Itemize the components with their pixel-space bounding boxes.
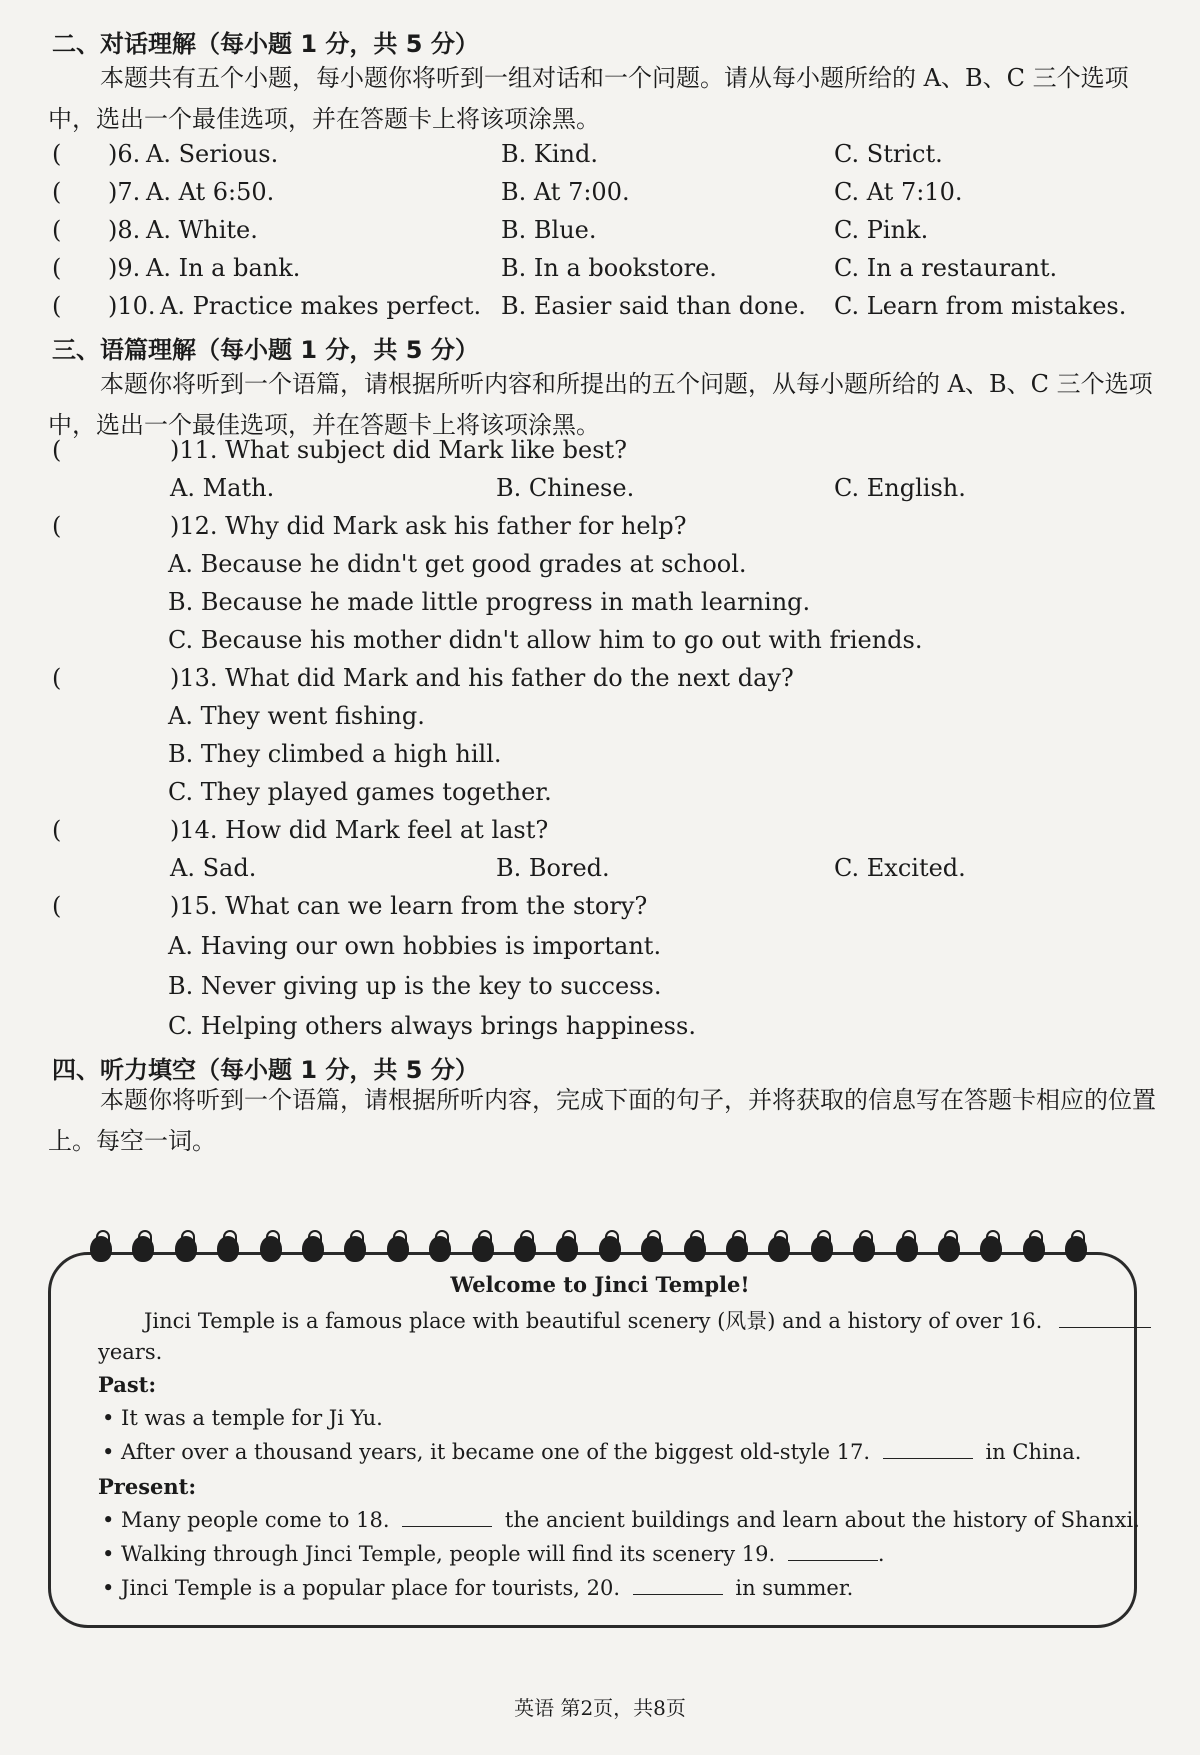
- present-item-2-end: .: [877, 1542, 885, 1566]
- ring-icon: [260, 1236, 282, 1262]
- section4-instruction: 本题你将听到一个语篇，请根据所听内容，完成下面的句子，并将获取的信息写在答题卡相应的位置上。每空一词。: [48, 1086, 1156, 1155]
- question-stem: )15. What can we learn from the story?: [170, 892, 648, 920]
- answer-bracket[interactable]: (: [52, 512, 62, 540]
- option-a: A. Practice makes perfect.: [160, 292, 482, 320]
- question-14-options: [170, 854, 1070, 890]
- option-b: B. Bored.: [496, 854, 610, 882]
- option-a: A. Because he didn't get good grades at school.: [168, 550, 747, 578]
- blank-20[interactable]: [633, 1578, 723, 1595]
- ring-icon: [472, 1236, 494, 1262]
- option-b: B. Blue.: [501, 216, 597, 244]
- ring-icon: [217, 1236, 239, 1262]
- question-number: )7.: [108, 178, 141, 206]
- ring-icon: [1065, 1236, 1087, 1262]
- ring-icon: [768, 1236, 790, 1262]
- ring-icon: [684, 1236, 706, 1262]
- question-number: )6.: [108, 140, 141, 168]
- section2-title: 二、对话理解（每小题 1 分，共 5 分）: [52, 30, 479, 58]
- present-label: Present:: [98, 1474, 197, 1499]
- present-item-3-text: • Jinci Temple is a popular place for tourists, 20.: [102, 1576, 620, 1600]
- answer-bracket[interactable]: (: [52, 140, 62, 168]
- ring-icon: [726, 1236, 748, 1262]
- blank-17[interactable]: [883, 1442, 973, 1459]
- ring-icon: [599, 1236, 621, 1262]
- answer-bracket[interactable]: (: [52, 254, 62, 282]
- option-c: C. They played games together.: [168, 778, 552, 806]
- option-b: B. Kind.: [501, 140, 598, 168]
- question-stem: )11. What subject did Mark like best?: [170, 436, 628, 464]
- option-a: A. Having our own hobbies is important.: [168, 932, 662, 960]
- intro-line: [144, 1305, 1151, 1335]
- answer-bracket[interactable]: (: [52, 436, 62, 464]
- answer-bracket[interactable]: (: [52, 292, 62, 320]
- option-a: A. At 6:50.: [146, 178, 275, 206]
- ring-icon: [175, 1236, 197, 1262]
- ring-icon: [514, 1236, 536, 1262]
- ring-icon: [387, 1236, 409, 1262]
- option-c: C. Learn from mistakes.: [834, 292, 1127, 320]
- section4-title: 四、听力填空（每小题 1 分，共 5 分）: [52, 1056, 479, 1084]
- option-b: B. At 7:00.: [501, 178, 630, 206]
- question-number: )10.: [108, 292, 156, 320]
- question-10: [52, 292, 1162, 328]
- present-item-3-end: in summer.: [735, 1576, 854, 1600]
- answer-bracket[interactable]: (: [52, 178, 62, 206]
- question-stem: )12. Why did Mark ask his father for help?: [170, 512, 687, 540]
- option-b: B. Never giving up is the key to success.: [168, 972, 662, 1000]
- intro-text: Jinci Temple is a famous place with beautiful scenery (风景) and a history of over 16.: [144, 1309, 1043, 1333]
- question-9: [52, 254, 1162, 290]
- ring-icon: [980, 1236, 1002, 1262]
- present-item-2-text: • Walking through Jinci Temple, people will find its scenery 19.: [102, 1542, 776, 1566]
- present-item-1-text: • Many people come to 18.: [102, 1508, 390, 1532]
- blank-18[interactable]: [402, 1510, 492, 1527]
- option-a: A. They went fishing.: [168, 702, 425, 730]
- option-b: B. In a bookstore.: [501, 254, 717, 282]
- question-6: [52, 140, 1162, 176]
- question-14: [52, 816, 1162, 852]
- ring-icon: [641, 1236, 663, 1262]
- option-c: C. At 7:10.: [834, 178, 963, 206]
- ring-icon: [132, 1236, 154, 1262]
- section2-instruction: 本题共有五个小题，每小题你将听到一组对话和一个问题。请从每小题所给的 A、B、C 三个选项中，选出一个最佳选项，并在答题卡上将该项涂黑。: [48, 64, 1129, 133]
- ring-icon: [1023, 1236, 1045, 1262]
- question-number: )8.: [108, 216, 141, 244]
- question-8: [52, 216, 1162, 252]
- option-b: B. They climbed a high hill.: [168, 740, 502, 768]
- present-item-1-end: the ancient buildings and learn about the history of Shanxi.: [504, 1508, 1140, 1532]
- option-a: A. Serious.: [146, 140, 279, 168]
- ring-icon: [896, 1236, 918, 1262]
- question-13: [52, 664, 1162, 700]
- option-c: C. Pink.: [834, 216, 929, 244]
- past-label: Past:: [98, 1372, 157, 1397]
- option-c: C. English.: [834, 474, 966, 502]
- ring-icon: [90, 1236, 112, 1262]
- section3-instruction: 本题你将听到一个语篇，请根据所听内容和所提出的五个问题，从每小题所给的 A、B、C 三个选项中，选出一个最佳选项，并在答题卡上将该项涂黑。: [48, 370, 1153, 439]
- question-11-options: [170, 474, 1070, 510]
- ring-icon: [811, 1236, 833, 1262]
- question-12: [52, 512, 1162, 548]
- past-item-2-text: • After over a thousand years, it became one of the biggest old-style 17.: [102, 1440, 871, 1464]
- ring-icon: [853, 1236, 875, 1262]
- answer-bracket[interactable]: (: [52, 216, 62, 244]
- question-stem: )13. What did Mark and his father do the next day?: [170, 664, 794, 692]
- present-item-3: [102, 1576, 853, 1600]
- ring-icon: [429, 1236, 451, 1262]
- section3-title: 三、语篇理解（每小题 1 分，共 5 分）: [52, 336, 479, 364]
- ring-icon: [344, 1236, 366, 1262]
- past-item-1: • It was a temple for Ji Yu.: [102, 1406, 383, 1430]
- ring-icon: [938, 1236, 960, 1262]
- blank-19[interactable]: [788, 1544, 878, 1561]
- question-11: [52, 436, 1162, 472]
- notebook-rings: [90, 1236, 1120, 1270]
- page-footer: 英语 第2页，共8页: [514, 1696, 686, 1720]
- option-c: C. Helping others always brings happiness.: [168, 1012, 696, 1040]
- option-b: B. Easier said than done.: [501, 292, 806, 320]
- blank-16[interactable]: [1059, 1311, 1151, 1328]
- option-a: A. Math.: [170, 474, 275, 502]
- option-c: C. Strict.: [834, 140, 943, 168]
- intro-years: years.: [98, 1340, 163, 1364]
- past-item-2: [102, 1440, 1081, 1464]
- present-item-2: [102, 1542, 885, 1566]
- past-item-2-end: in China.: [985, 1440, 1082, 1464]
- option-c: C. In a restaurant.: [834, 254, 1058, 282]
- option-b: B. Chinese.: [496, 474, 635, 502]
- option-b: B. Because he made little progress in math learning.: [168, 588, 811, 616]
- option-c: C. Because his mother didn't allow him to go out with friends.: [168, 626, 923, 654]
- option-a: A. White.: [146, 216, 258, 244]
- option-a: A. In a bank.: [146, 254, 301, 282]
- option-a: A. Sad.: [170, 854, 257, 882]
- ring-icon: [302, 1236, 324, 1262]
- answer-bracket[interactable]: (: [52, 892, 62, 920]
- question-15: [52, 892, 1162, 928]
- ring-icon: [556, 1236, 578, 1262]
- answer-bracket[interactable]: (: [52, 664, 62, 692]
- present-item-1: [102, 1508, 1140, 1532]
- question-stem: )14. How did Mark feel at last?: [170, 816, 549, 844]
- question-7: [52, 178, 1162, 214]
- box-title: Welcome to Jinci Temple!: [450, 1272, 750, 1297]
- answer-bracket[interactable]: (: [52, 816, 62, 844]
- question-number: )9.: [108, 254, 141, 282]
- option-c: C. Excited.: [834, 854, 966, 882]
